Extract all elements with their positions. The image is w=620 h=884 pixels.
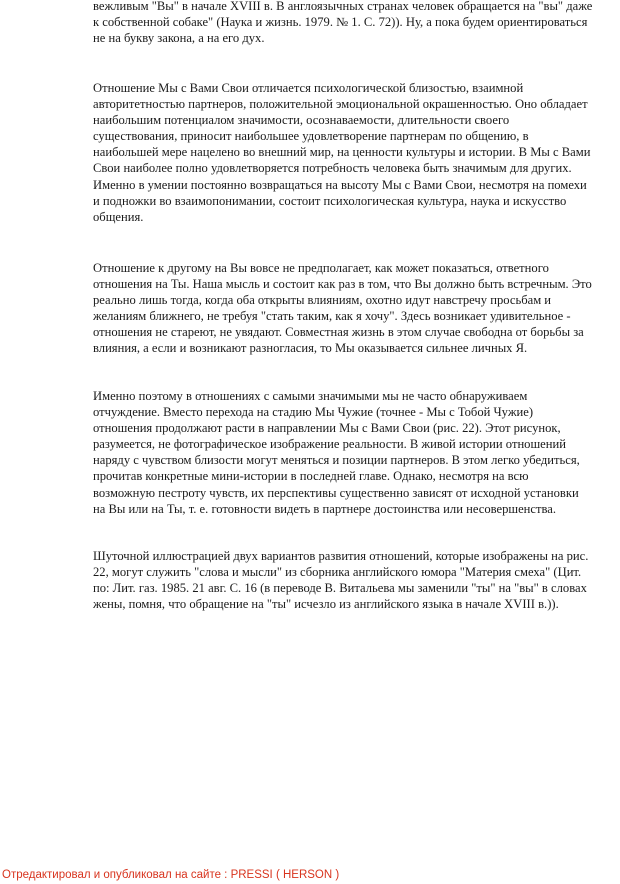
paragraph: вежливым "Вы" в начале XVIII в. В англоязычных странах человек обращается на "вы" даже к собственной собаке" (Наука и жизнь. 1979. № 1. С. 72)). Ну, а пока будем ориентироваться не на букву закона, а на его дух. xyxy=(93,0,593,46)
footer-credit: Отредактировал и опубликовал на сайте : PRESSI ( HERSON ) xyxy=(2,869,340,881)
paragraph: Отношение Мы с Вами Свои отличается психологической близостью, взаимной авторитетностью партнеров, положительной эмоциональной окрашенностью. Оно обладает наибольшим потенциалом значимости, осознаваемости, длительности своего существования, приносит наибольшее удовлетворение партнерам по общению, в наибольшей мере нацелено во внешний мир, на ценности культуры и истории. В Мы с Вами Свои наиболее полно удовлетворяется потребность человека быть значимым для других. Именно в умении постоянно возвращаться на высоту Мы с Вами Свои, несмотря на помехи и подножки во взаимопонимании, состоит психологическая культура, наука и искусство общения. xyxy=(93,81,591,224)
paragraph: Отношение к другому на Вы вовсе не предполагает, как может показаться, ответного отношения на Ты. Наша мысль и состоит как раз в том, что Вы должно быть встречным. Это реально лишь тогда, когда оба открыты влияниям, охотно идут навстречу просьбам и желаниям ближнего, не требуя "стать таким, как я хочу". Здесь возникает удивительное - отношения не стареют, не увядают. Совместная жизнь в этом случае свободна от борьбы за влияния, а если и возникают разногласия, то Мы оказывается сильнее личных Я. xyxy=(93,261,592,356)
paragraph: Шуточной иллюстрацией двух вариантов развития отношений, которые изображены на рис. 22, могут служить "слова и мысли" из сборника английского юмора "Материя смеха" (Цит. по: Лит. газ. 1985. 21 авг. С. 16 (в переводе В. Витальева мы заменили "ты" на "вы" в словах жены, помня, что обращение на "ты" исчезло из английского языка в начале XVIII в.)). xyxy=(93,549,589,612)
paragraph: Именно поэтому в отношениях с самыми значимыми мы не часто обнаруживаем отчуждение. Вместо перехода на стадию Мы Чужие (точнее - Мы с Тобой Чужие) отношения продолжают расти в направлении Мы с Вами Свои (рис. 22). Этот рисунок, разумеется, не фотографическое изображение реальности. В живой истории отношений наряду с чувством близости могут меняться и позиции партнеров. В этом легко убедиться, прочитав конкретные мини-истории в последней главе. Однако, несмотря на всю возможную пестроту чувств, их перспективы существенно зависят от исходной установки на Вы или на Ты, т. е. готовности видеть в партнере достоинства или несовершенства. xyxy=(93,389,580,516)
